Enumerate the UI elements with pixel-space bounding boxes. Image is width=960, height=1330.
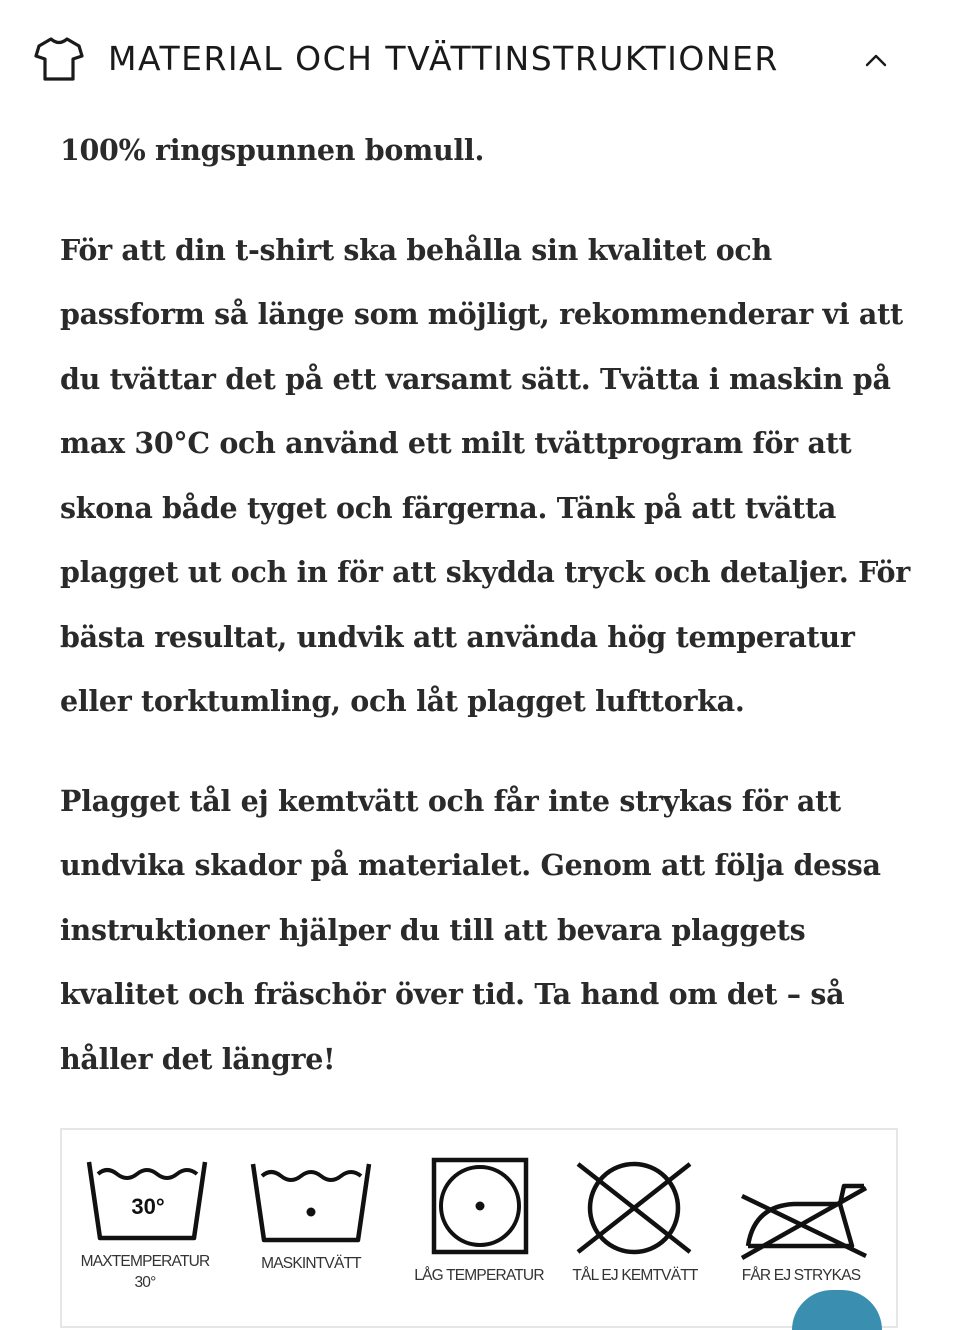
accordion-title: MATERIAL OCH TVÄTTINSTRUKTIONER [108, 39, 779, 78]
svg-text:30°: 30° [131, 1194, 165, 1219]
care-symbol-no-dry-clean [562, 1130, 728, 1330]
warning-text: Plagget tål ej kemtvätt och får inte strykas för att undvika skador på materialet. Genom att följa dessa instruktioner hjälper du till att bevara plaggets kvalitet och fräschör över tid. Ta hand om det – så håller det längre! [60, 783, 881, 1076]
do-not-iron-icon [736, 1174, 872, 1264]
accordion-content [60, 118, 920, 1091]
care-label: FÅR EJ STRYKAS [741, 1267, 861, 1284]
accordion-header[interactable] [0, 0, 960, 116]
care-label: TÅL EJ KEMTVÄTT [572, 1267, 698, 1284]
care-label: MASKINTVÄTT [261, 1255, 361, 1272]
care-symbol-wash-30 [62, 1130, 228, 1330]
tshirt-icon [34, 36, 84, 82]
care-label: LÅG TEMPERATUR [414, 1267, 544, 1284]
care-symbols-panel [60, 1128, 898, 1328]
chevron-up-icon[interactable] [862, 50, 890, 70]
machine-wash-icon [250, 1162, 372, 1244]
material-text: 100% ringspunnen bomull. [60, 133, 485, 167]
care-symbol-machine-wash [232, 1130, 398, 1330]
wash-30-icon [86, 1158, 208, 1242]
care-instructions-text: För att din t-shirt ska behålla sin kvalitet och passform så länge som möjligt, rekommenderar vi att du tvättar det på ett varsamt sätt. Tvätta i maskin på max 30°C och använd ett milt tvättprogram för att skona både tyget och färgerna. Tänk på att tvätta plagget ut och in för att skydda tryck och detaljer. För bästa resultat, undvik att använda hög temperatur eller torktumling, och låt plagget lufttorka. [60, 232, 910, 718]
care-label: 30° [134, 1274, 156, 1291]
tumble-dry-low-icon [430, 1156, 530, 1256]
care-symbol-tumble-dry-low [402, 1130, 568, 1330]
care-label: MAXTEMPERATUR [80, 1253, 210, 1270]
do-not-dry-clean-icon [572, 1156, 696, 1260]
